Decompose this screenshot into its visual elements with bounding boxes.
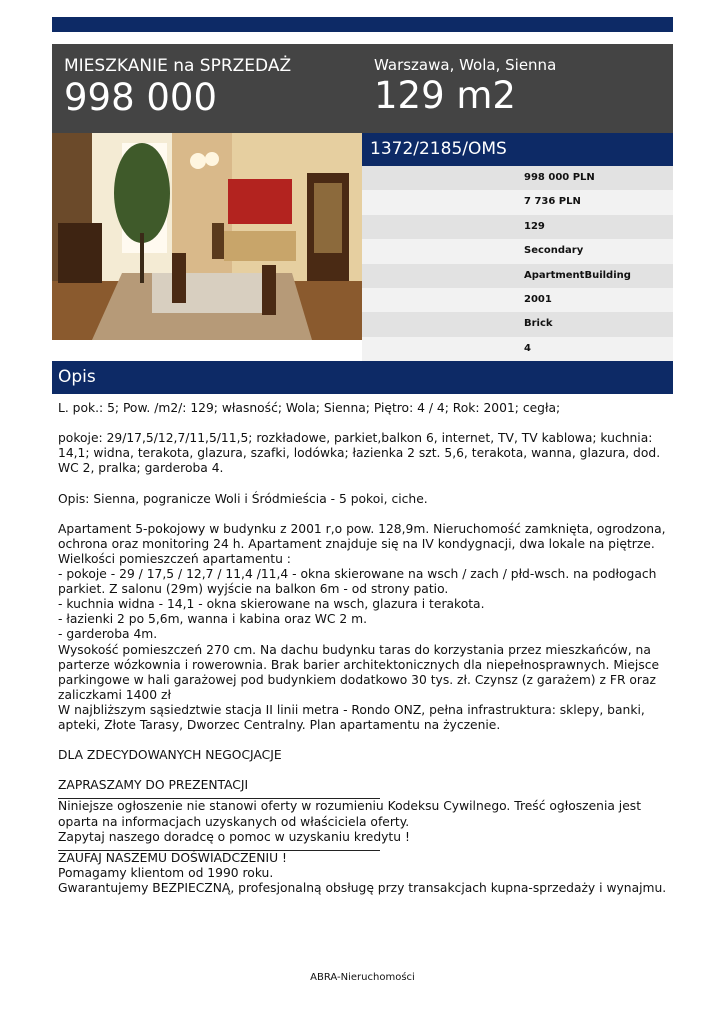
listing-location: Warszawa, Wola, Sienna	[374, 56, 557, 74]
description-body-line: Wielkości pomieszczeń apartamentu :	[58, 551, 291, 566]
listing-reference: 1372/2185/OMS	[362, 133, 673, 166]
detail-material: Brick	[362, 312, 673, 336]
description-text	[58, 401, 670, 896]
disclaimer-line: oparta na informacjach uzyskanych od właściciela oferty.	[58, 814, 410, 829]
description-body-line: - garderoba 4m.	[58, 627, 158, 642]
detail-price: 998 000 PLN	[362, 166, 673, 190]
detail-floor: 4	[362, 337, 673, 361]
description-rooms-line: WC 2, pralka; garderoba 4.	[58, 461, 224, 476]
description-body-line: Wysokość pomieszczeń 270 cm. Na dachu budynku taras do korzystania przez mieszkańców, na	[58, 642, 651, 657]
description-body-line: apteki, Złote Tarasy, Dworzec Centralny. Plan apartamentu na życzenie.	[58, 717, 501, 732]
description-body-line: parkingowe w hali garażowej pod budynkiem dodatkowo 30 tys. zł. Czynsz (z garażem) z FR oraz	[58, 672, 656, 687]
description-body-line: W najbliższym sąsiedztwie stacja II linii metra - Rondo ONZ, pełna infrastruktura: sklepy, banki,	[58, 702, 645, 717]
detail-building-type: ApartmentBuilding	[362, 264, 673, 288]
listing-header	[52, 44, 673, 133]
description-body-line: - łazienki 2 po 5,6m, wanna i kabina oraz WC 2 m.	[58, 612, 367, 627]
top-accent-bar	[52, 17, 673, 32]
apartment-photo	[52, 133, 362, 340]
description-short: Opis: Sienna, pogranicze Woli i Śródmieścia - 5 pokoi, ciche.	[58, 491, 428, 506]
detail-price-per-m2: 7 736 PLN	[362, 190, 673, 214]
description-body-line: - pokoje - 29 / 17,5 / 12,7 / 11,4 /11,4 - okna skierowane na wsch / zach / płd-wsch. na podłogach	[58, 567, 657, 582]
detail-area: 129	[362, 215, 673, 239]
description-body-line: parterze wózkownia i rowerownia. Brak barier architektonicznych dla niepełnosprawnych. Miejsce	[58, 657, 660, 672]
trust-line: Pomagamy klientom od 1990 roku.	[58, 865, 274, 880]
detail-year: 2001	[362, 288, 673, 312]
disclaimer-line: Niniejsze ogłoszenie nie stanowi oferty w rozumieniu Kodeksu Cywilnego. Treść ogłoszenia jest	[58, 799, 642, 814]
listing-price: 998 000	[64, 76, 218, 119]
listing-type: MIESZKANIE na SPRZEDAŻ	[64, 56, 292, 76]
trust-line: ZAUFAJ NASZEMU DOŚWIADCZENIU !	[58, 850, 287, 865]
description-body-line: Apartament 5-pokojowy w budynku z 2001 r,o pow. 128,9m. Nieruchomość zamknięta, ogrodzona,	[58, 521, 666, 536]
detail-market: Secondary	[362, 239, 673, 263]
description-body-line: zaliczkami 1400 zł	[58, 687, 171, 702]
description-body-line: parkiet. Z salonu (29m) wyjście na balkon 6m - od strony patio.	[58, 582, 449, 597]
disclaimer-line: Zapytaj naszego doradcę o pomoc w uzyskaniu kredytu !	[58, 829, 410, 844]
listing-area: 129 m2	[374, 74, 516, 117]
footer-agency-name: ABRA-Nieruchomości	[310, 972, 415, 983]
description-negotiation: DLA ZDECYDOWANYCH NEGOCJACJE	[58, 748, 282, 763]
description-rooms-line: 14,1; widna, terakota, glazura, szafki, lodówka; łazienka 2 szt. 5,6, terakota, wanna, glazura, dod.	[58, 446, 661, 461]
description-section-title: Opis	[52, 361, 673, 394]
description-invite: ZAPRASZAMY DO PREZENTACJI	[58, 778, 249, 793]
description-summary: L. pok.: 5; Pow. /m2/: 129; własność; Wola; Sienna; Piętro: 4 / 4; Rok: 2001; cegła;	[58, 401, 561, 415]
description-rooms-line: pokoje: 29/17,5/12,7/11,5/11,5; rozkładowe, parkiet,balkon 6, internet, TV, TV kablowa; kuchnia:	[58, 431, 653, 446]
property-details-table	[362, 166, 673, 361]
description-body-line: - kuchnia widna - 14,1 - okna skierowane na wsch, glazura i terakota.	[58, 597, 485, 612]
trust-line: Gwarantujemy BEZPIECZNĄ, profesjonalną obsługę przy transakcjach kupna-sprzedaży i wynajmu.	[58, 880, 667, 895]
description-body-line: ochrona oraz monitoring 24 h. Apartament znajduje się na IV kondygnacji, dwa lokale na piętrze.	[58, 536, 655, 551]
